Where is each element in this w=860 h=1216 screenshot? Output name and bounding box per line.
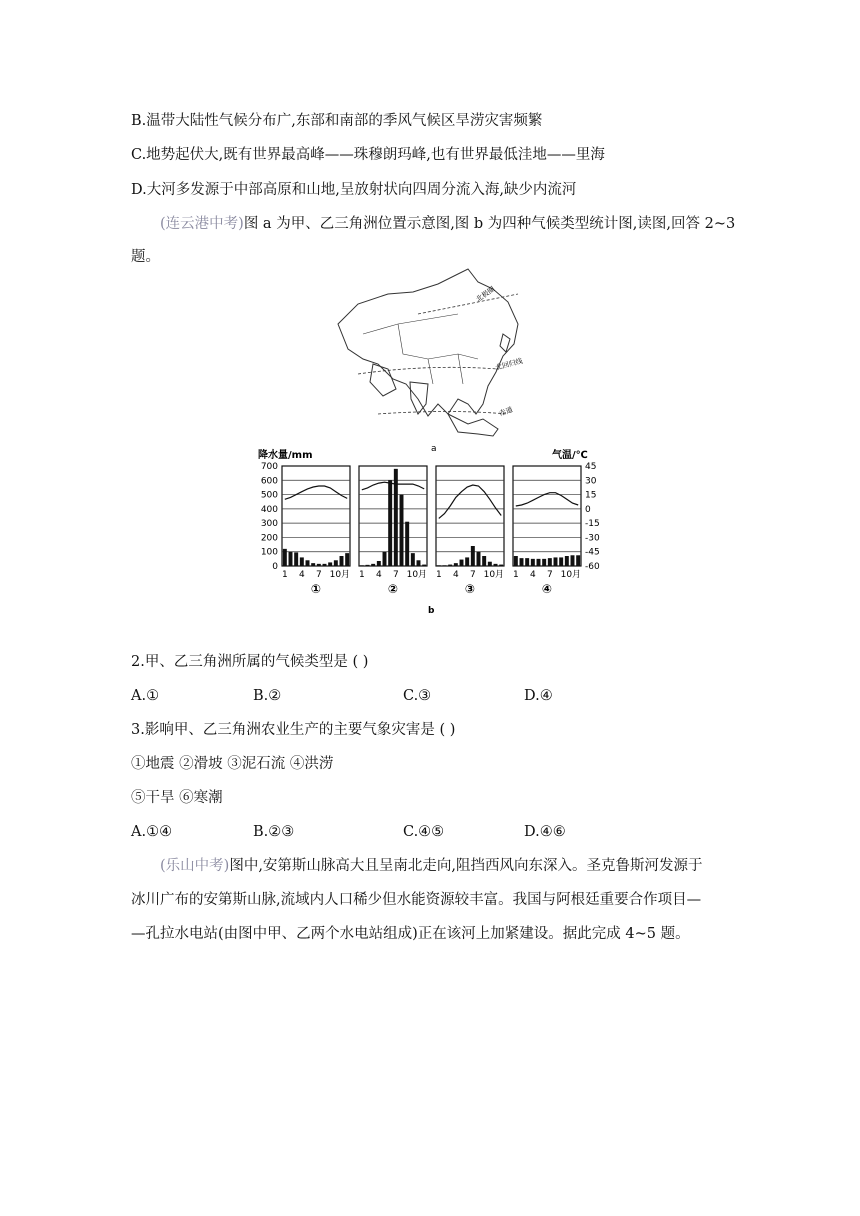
arctic-circle-line [418,294,518,314]
precip-bar [477,552,481,566]
precip-bar [345,553,349,566]
precip-bar [520,558,524,566]
precip-bar [289,552,293,566]
precip-bar [499,565,503,566]
x-tick-label: 1 [512,570,519,580]
precip-bar [465,557,469,566]
precip-bar [514,556,518,566]
option-b-line: B.温带大陆性气候分布广,东部和南部的季风气候区旱涝灾害频繁 [131,113,543,129]
question-3: 3.影响甲、乙三角洲农业生产的主要气象灾害是 ( ) [131,722,456,738]
x-tick-label: 4 [452,570,459,580]
right-tick-label: -15 [585,519,600,530]
intro-4-5-line-2: 冰川广布的安第斯山脉,流域内人口稀少但水能资源较丰富。我国与阿根廷重要合作项目— [131,892,702,908]
tropic-of-cancer-line [358,367,498,374]
source-leshan: (乐山中考) [160,858,230,874]
left-tick-label: 300 [260,519,278,530]
x-tick-label: 1 [435,570,442,580]
left-tick-label: 600 [260,476,278,487]
x-tick-label: 7 [469,570,476,580]
right-tick-label: 45 [585,462,597,472]
precip-bar [383,552,387,566]
intro-4-5-text-1: 图中,安第斯山脉高大且呈南北走向,阻挡西风向东深入。圣克鲁斯河发源于 [229,858,703,874]
precip-bar [283,549,287,566]
precip-bar [460,560,464,566]
panel-frame [282,466,350,566]
precip-bar [323,564,327,566]
panel-label: ④ [541,582,553,596]
precip-bar [488,562,492,566]
option-d-line: D.大河多发源于中部高原和山地,呈放射状向四周分流入海,缺少内流河 [131,182,577,198]
source-lianyungang: (连云港中考) [160,216,244,232]
precip-bar [542,559,546,566]
precip-bar [571,555,575,566]
precip-bar [334,560,338,566]
right-tick-label: -60 [585,562,600,572]
left-tick-label: 400 [260,504,278,515]
precip-bar [554,557,558,566]
q3-option-b[interactable]: B.②③ [253,824,295,840]
precip-bar [311,563,315,566]
intro-4-5-line-1 [160,856,703,876]
precip-bar [454,563,458,566]
climate-chart [254,446,614,618]
map-caption: a [431,444,437,454]
precip-bar [531,559,535,566]
temperature-line [285,486,347,499]
q3-option-d[interactable]: D.④⑥ [524,824,566,840]
right-tick-label: 30 [585,476,597,487]
left-tick-label: 0 [272,562,278,572]
precip-bar [405,522,409,566]
left-tick-label: 700 [260,462,278,472]
right-tick-label: -45 [585,547,600,558]
precip-bar [482,556,486,566]
map-label-tropic: 北回归线 [494,356,524,372]
intro-2-3-text: 图 a 为甲、乙三角洲位置示意图,图 b 为四种气候类型统计图,读图,回答 2~3 [243,216,736,232]
precip-bar [317,564,321,566]
q3-option-c[interactable]: C.④⑤ [403,824,445,840]
x-tick-label: 1 [358,570,365,580]
precip-bar [306,560,310,566]
precip-bar [340,556,344,566]
map-label-arctic: 北极圈 [474,285,497,304]
precip-bar [565,556,569,566]
right-tick-label: 15 [585,490,597,501]
q2-option-a[interactable]: A.① [131,688,160,704]
x-tick-label: 1 [281,570,288,580]
x-tick-label: 7 [392,570,399,580]
q3-items-2: ⑤干旱 ⑥寒潮 [131,790,223,806]
panel-frame [359,466,427,566]
chart-ylabel-right: 气温/℃ [552,450,588,461]
left-tick-label: 100 [260,547,278,558]
precip-bar [294,552,298,566]
precip-bar [371,564,375,566]
climate-chart-figure [254,446,614,618]
precip-bar [576,555,580,566]
x-tick-label: 4 [298,570,305,580]
x-tick-label: 7 [315,570,322,580]
left-tick-label: 200 [260,533,278,544]
precip-bar [328,562,332,566]
islands-outline [448,414,498,436]
precip-bar [537,559,541,566]
precip-bar [448,565,452,566]
intro-2-3 [160,214,735,234]
precip-bar [437,565,441,566]
precip-bar [443,565,447,566]
panel-label: ② [387,582,399,596]
left-tick-label: 500 [260,490,278,501]
india-outline [410,382,428,414]
precip-bar [377,561,381,566]
panel-frame [513,466,581,566]
climate-panel-2 [359,466,427,596]
question-2: 2.甲、乙三角洲所属的气候类型是 ( ) [131,654,369,670]
x-tick-label: 7 [546,570,553,580]
precip-bar [366,565,370,566]
x-tick-label: 10月 [329,570,351,580]
precip-bar [548,558,552,566]
temperature-line [362,482,424,490]
precip-bar [388,480,392,566]
q2-option-b[interactable]: B.② [253,688,282,704]
chart-ylabel-left: 降水量/mm [258,450,313,461]
x-tick-label: 10月 [406,570,428,580]
precip-bar [400,495,404,566]
q3-items-1: ①地震 ②滑坡 ③泥石流 ④洪涝 [131,756,334,772]
panel-frame [436,466,504,566]
x-tick-label: 10月 [483,570,505,580]
option-c-line: C.地势起伏大,既有世界最高峰——珠穆朗玛峰,也有世界最低洼地——里海 [131,147,605,163]
inner-borders [363,314,478,384]
q3-option-a[interactable]: A.①④ [131,824,173,840]
climate-panel-3 [436,466,504,596]
intro-4-5-line-3: —孔拉水电站(由图中甲、乙两个水电站组成)正在该河上加紧建设。据此完成 4~5 题。 [131,926,690,942]
x-tick-label: 4 [529,570,536,580]
asia-map-figure [318,264,548,456]
q2-option-d[interactable]: D.④ [524,688,553,704]
climate-panel-1 [282,466,350,596]
precip-bar [471,546,475,566]
right-tick-label: -30 [585,533,600,544]
precip-bar [525,558,529,566]
precip-bar [417,560,421,566]
climate-panel-4 [513,466,581,596]
precip-bar [494,564,498,566]
equator-line [378,412,508,415]
x-tick-label: 10月 [560,570,582,580]
precip-bar [300,557,304,566]
asia-map [318,264,548,456]
precip-bar [411,553,415,566]
precip-bar [422,565,426,566]
panel-label: ③ [464,582,476,596]
intro-2-3-cont: 题。 [131,249,160,265]
precip-bar [360,565,364,566]
temperature-line [439,485,501,518]
chart-caption: b [428,606,435,616]
panel-label: ① [310,582,322,596]
map-label-equator: 赤道 [497,405,514,418]
q2-option-c[interactable]: C.③ [403,688,432,704]
x-tick-label: 4 [375,570,382,580]
precip-bar [559,557,563,566]
right-tick-label: 0 [585,504,591,515]
